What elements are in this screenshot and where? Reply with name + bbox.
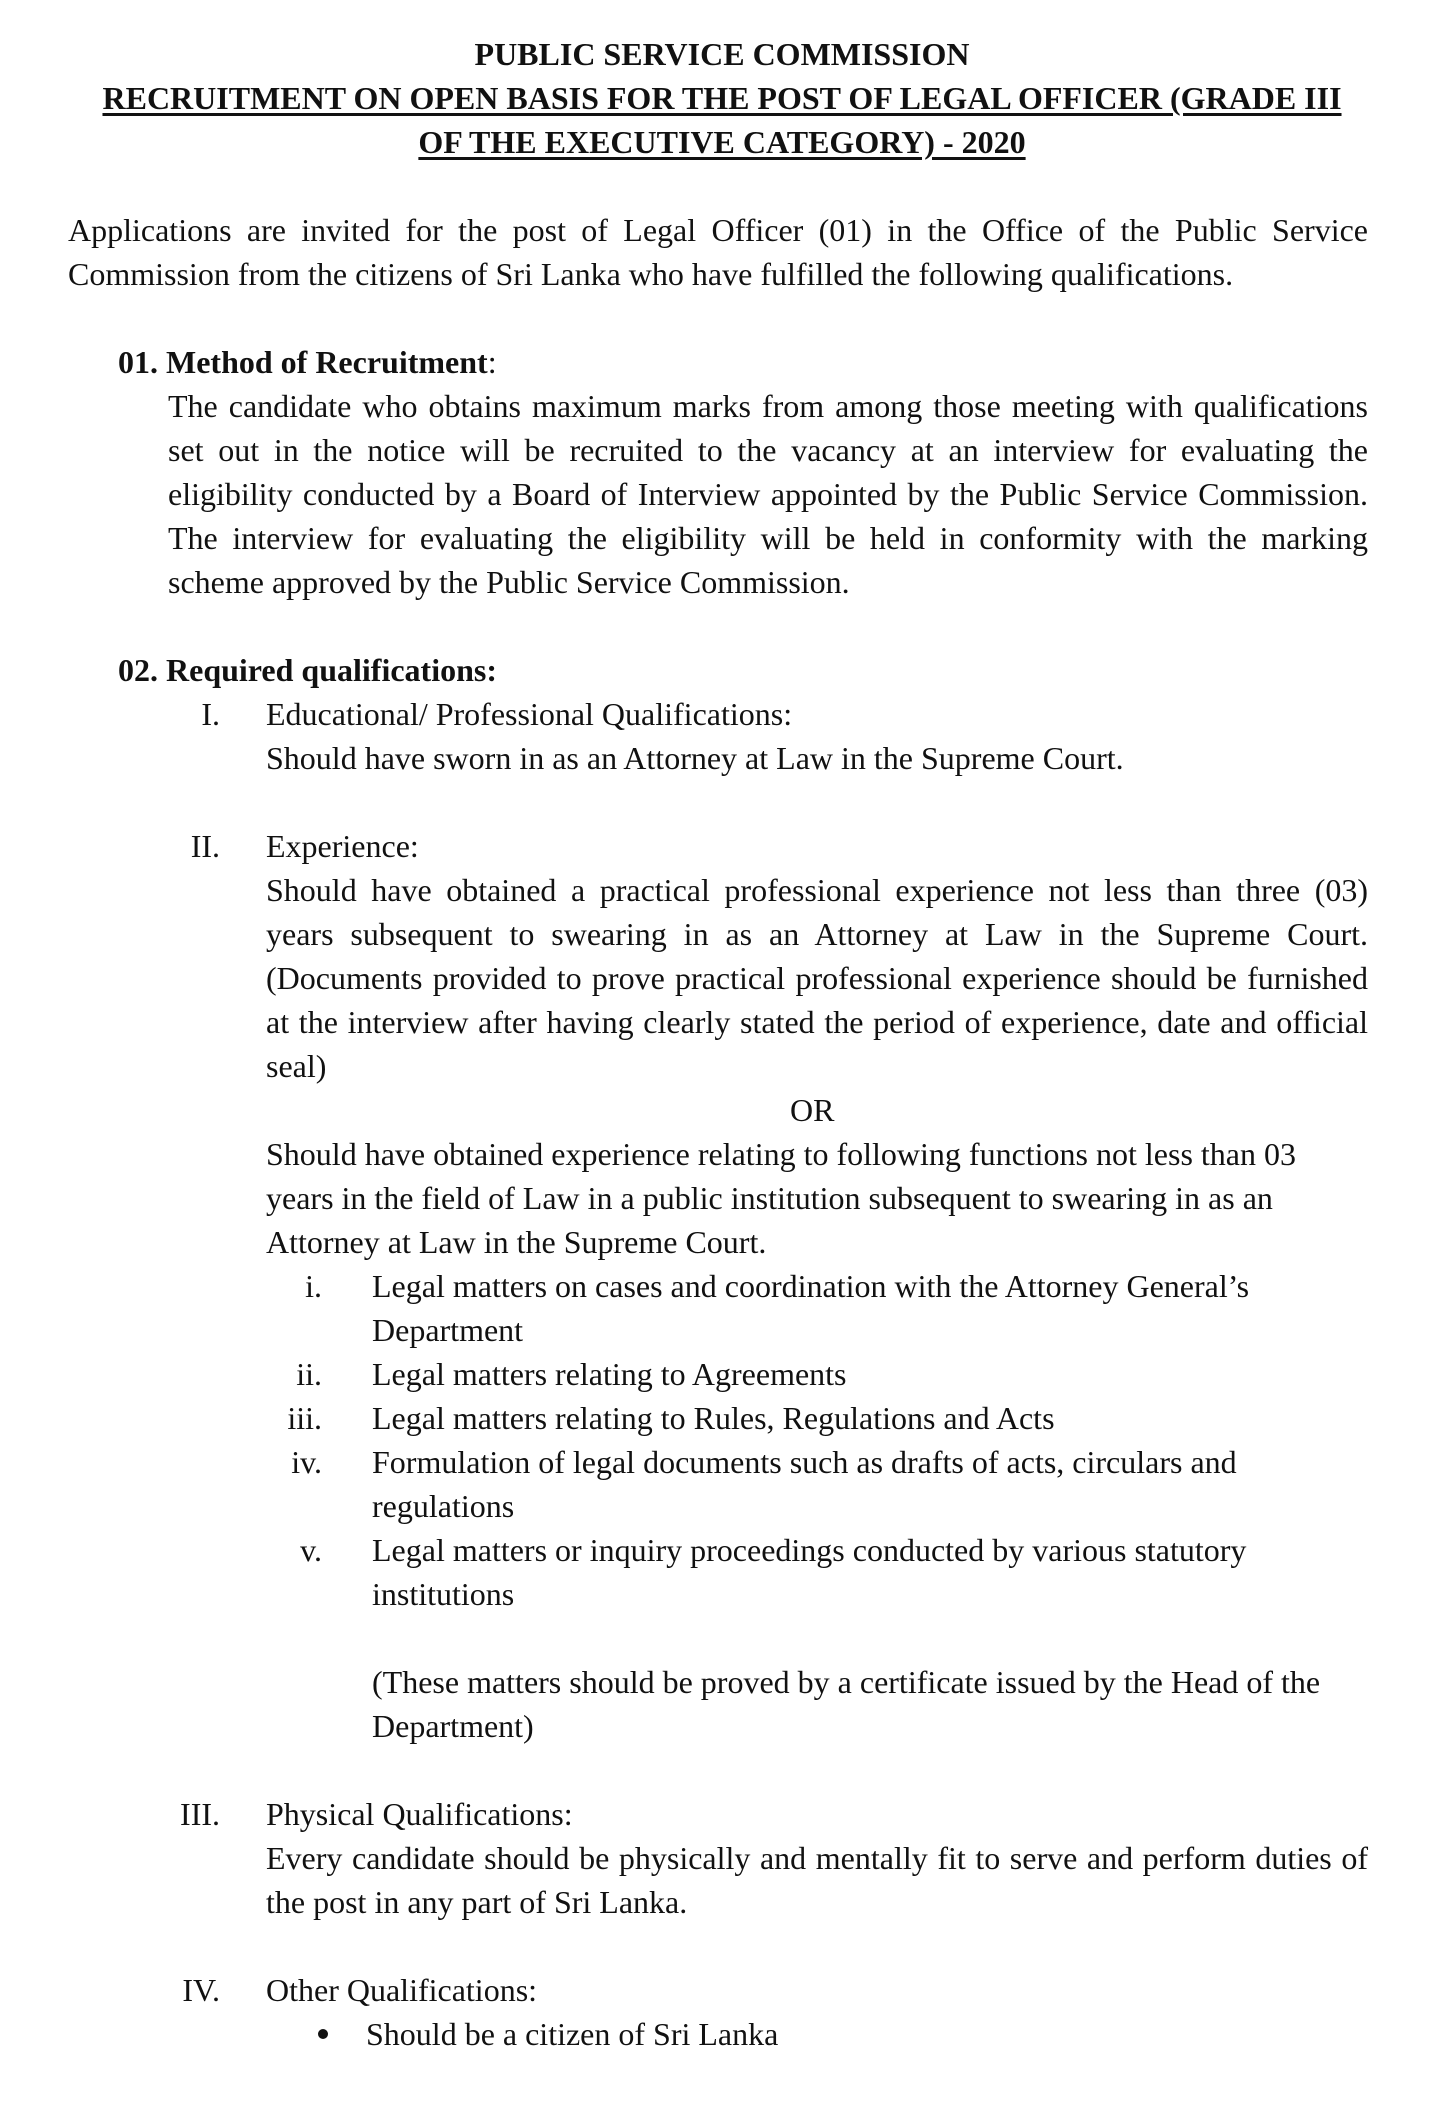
function-item: institutions bbox=[372, 1576, 515, 1612]
item-2-alt-line: Attorney at Law in the Supreme Court. bbox=[266, 1224, 767, 1260]
item-3-title: Physical Qualifications: bbox=[266, 1796, 573, 1832]
section-1-heading bbox=[118, 340, 497, 384]
function-number: iii. bbox=[287, 1400, 322, 1436]
section-1-heading-colon: : bbox=[487, 344, 497, 380]
section-1-body: The candidate who obtains maximum marks from among those meeting with qualifications set out in the notice will be recruited to the vacancy at an interview for evaluating the eligibility conducted by a Board of Interview appointed by the Public Service Commission. The interview for evaluating the eligibility will be held in conformity with the marking scheme approved by the Public Service Commission. bbox=[168, 388, 1368, 600]
item-2-body: Should have obtained a practical professional experience not less than three (03) years subsequent to swearing in as an Attorney at Law in the Supreme Court. (Documents provided to prove practical professional experience should be furnished at the interview after having clearly stated the period of experience, date and official seal) bbox=[266, 872, 1368, 1084]
function-item: Department bbox=[372, 1312, 524, 1348]
item-2-number: II. bbox=[190, 828, 220, 864]
header-title-line2: OF THE EXECUTIVE CATEGORY) - 2020 bbox=[418, 124, 1026, 160]
item-2-alt-line: Should have obtained experience relating to following functions not less than 03 bbox=[266, 1136, 1296, 1172]
item-3-number: III. bbox=[180, 1796, 220, 1832]
section-1-heading-text: 01. Method of Recruitment bbox=[118, 344, 488, 380]
intro-paragraph: Applications are invited for the post of Legal Officer (01) in the Office of the Public Service Commission from the citizens of Sri Lanka who have fulfilled the following qualifications. bbox=[68, 212, 1368, 292]
bullet-icon bbox=[318, 2029, 328, 2039]
function-number: ii. bbox=[296, 1356, 322, 1392]
item-2-or: OR bbox=[790, 1092, 835, 1128]
function-item: Formulation of legal documents such as drafts of acts, circulars and bbox=[372, 1444, 1237, 1480]
item-2-note: (These matters should be proved by a certificate issued by the Head of the bbox=[372, 1664, 1321, 1700]
header-commission: PUBLIC SERVICE COMMISSION bbox=[474, 36, 970, 72]
function-number: v. bbox=[300, 1532, 322, 1568]
function-number: i. bbox=[305, 1268, 322, 1304]
item-4-title: Other Qualifications: bbox=[266, 1972, 538, 2008]
function-item: regulations bbox=[372, 1488, 515, 1524]
item-2-note: Department) bbox=[372, 1708, 534, 1744]
item-1-number: I. bbox=[201, 696, 220, 732]
function-item: Legal matters relating to Agreements bbox=[372, 1356, 847, 1392]
item-2-alt-line: years in the field of Law in a public institution subsequent to swearing in as an bbox=[266, 1180, 1273, 1216]
function-item: Legal matters relating to Rules, Regulations and Acts bbox=[372, 1400, 1055, 1436]
item-1-body: Should have sworn in as an Attorney at Law in the Supreme Court. bbox=[266, 740, 1124, 776]
item-1-title: Educational/ Professional Qualifications: bbox=[266, 696, 793, 732]
item-4-bullet-text: Should be a citizen of Sri Lanka bbox=[366, 2016, 779, 2052]
header-title-line1: RECRUITMENT ON OPEN BASIS FOR THE POST OF LEGAL OFFICER (GRADE III bbox=[102, 80, 1342, 116]
section-2-heading: 02. Required qualifications: bbox=[118, 652, 497, 688]
function-item: Legal matters on cases and coordination with the Attorney General’s bbox=[372, 1268, 1250, 1304]
item-2-title: Experience: bbox=[266, 828, 419, 864]
function-number: iv. bbox=[291, 1444, 322, 1480]
item-4-number: IV. bbox=[182, 1972, 220, 2008]
function-item: Legal matters or inquiry proceedings conducted by various statutory bbox=[372, 1532, 1247, 1568]
item-3-body: Every candidate should be physically and mentally fit to serve and perform duties of the post in any part of Sri Lanka. bbox=[266, 1840, 1368, 1920]
